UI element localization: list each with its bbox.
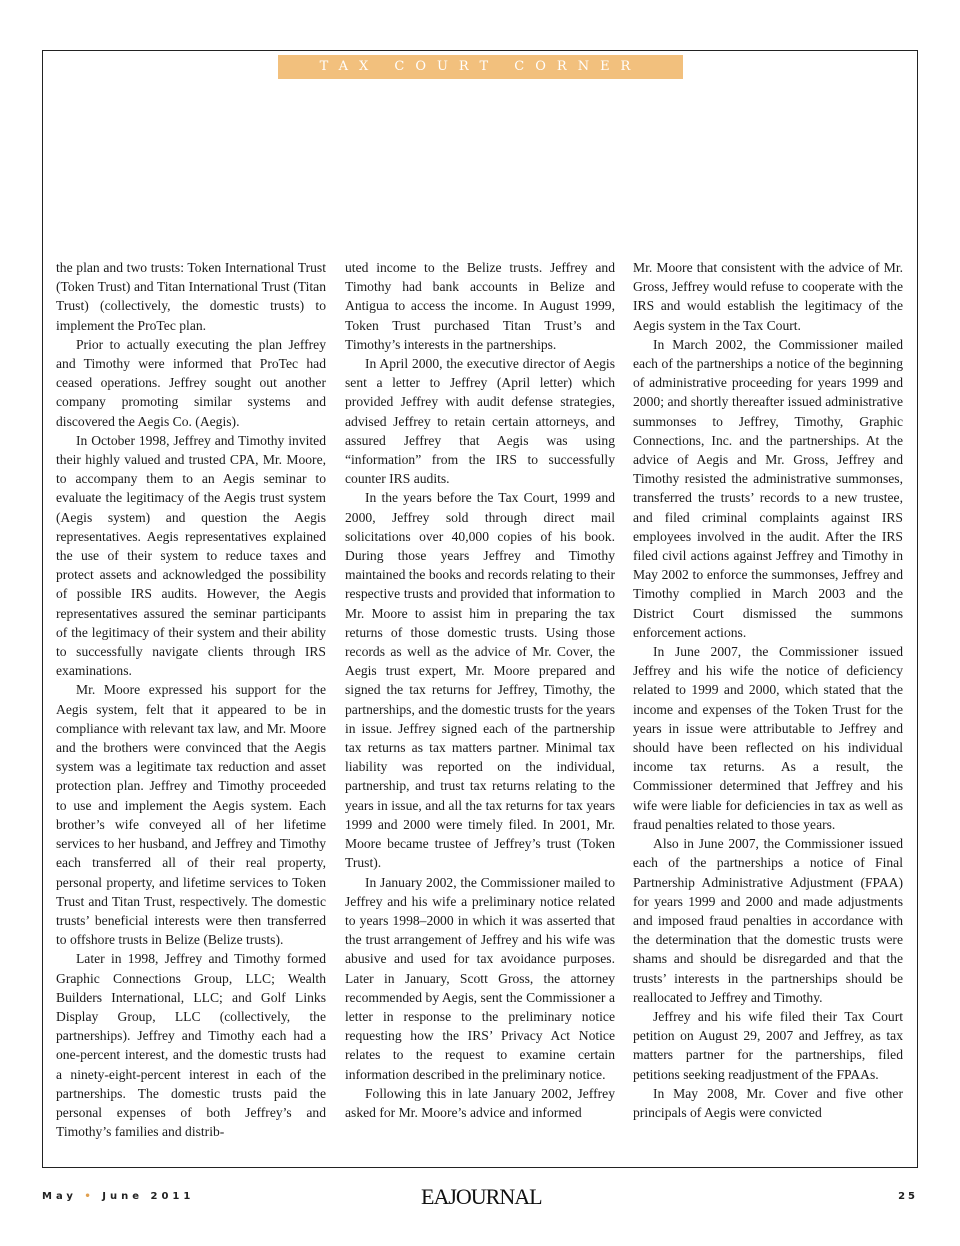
issue-month-1: May <box>42 1191 77 1202</box>
paragraph: In March 2002, the Commissioner mailed each of the partnerships a notice of the beginning of administrative proceeding for years 1999 and 2000; and shortly thereafter issued administrative summonses to Jeffrey, Timothy, Graphic Connections, Inc. and the partnerships. At the advice of Aegis and Mr. Gross, Jeffrey and Timothy resisted the administrative summonses, transferred the trusts’ records to a new trustee, and filed criminal complaints against IRS employees involved in the audit. After the IRS filed civil actions against Jeffrey and Timothy in May 2002 to enforce the summonses, Jeffrey and Timothy complied in March 2003 and the District Court dismissed the summons enforcement actions. <box>633 336 903 640</box>
paragraph: Jeffrey and his wife filed their Tax Court petition on August 29, 2007 and Jeffrey, as tax matters partner for the partnerships, filed petitions seeking readjustment of the FPAAs. <box>633 1008 903 1082</box>
paragraph: In the years before the Tax Court, 1999 and 2000, Jeffrey sold through direct mail solicitations over 40,000 copies of his book. During those years Jeffrey and Timothy maintained the books and records relating to their respective trusts and provided that information to Mr. Moore to assist him in preparing the tax returns of those domestic trusts. Using those records as well as the advice of Mr. Cover, the Aegis trust expert, Mr. Moore prepared and signed the tax returns for Jeffrey, Timothy, the partnerships, and the domestic trusts for the years in issue. Jeffrey signed each of the partnership tax returns as tax matters partner. Minimal tax liability was reported on the individual, partnership, and trust tax returns relating to the years in issue, and all the tax returns for tax years 1999 and 2000 were timely filed. In 2001, Mr. Moore became trustee of Jeffrey’s trust (Token Trust). <box>345 490 615 871</box>
paragraph: In January 2002, the Commissioner mailed to Jeffrey and his wife a preliminary notice related to years 1998–2000 in which it was asserted that the trust arrangement of Jeffrey and his wife was abusive and used for tax avoidance purposes. Later in January, Scott Gross, the attorney recommended by Aegis, sent the Commissioner a letter in response to the preliminary notice requesting how the IRS’ Privacy Act Notice relates to the request to examine certain information described in the preliminary notice. <box>345 874 615 1082</box>
paragraph: In April 2000, the executive director of Aegis sent a letter to Jeffrey (April letter) which provided Jeffrey with audit defense strategies, advised Jeffrey to retain certain attorneys, and assured Jeffrey that Aegis was using “information” from the IRS to successfully counter IRS audits. <box>345 356 615 487</box>
paragraph: In October 1998, Jeffrey and Timothy invited their highly valued and trusted CPA, Mr. Moore, to accompany them to an Aegis seminar to evaluate the legitimacy of the Aegis trust system (Aegis system) and question the Aegis representatives. Aegis representatives explained the use of their system to reduce taxes and protect assets and acknowledged the possibility of possible IRS audits. However, the Aegis representatives assured the seminar participants of the legitimacy of their system and their ability to successfully navigate clients through IRS examinations. <box>56 432 326 679</box>
paragraph: Mr. Moore expressed his support for the Aegis system, felt that it appeared to be in compliance with relevant tax law, and Mr. Moore and the brothers were convinced that the Aegis system was a legitimate tax reduction and asset protection plan. Jeffrey and Timothy proceeded to use and implement the Aegis system. Each brother’s wife conveyed all of her lifetime services to her husband, and Jeffrey and Timothy each transferred all of their real property, personal property, and lifetime services to Token Trust and Titan Trust, respectively. The domestic trusts’ beneficial interests were then transferred to offshore trusts in Belize (Belize trusts). <box>56 682 326 948</box>
section-title: TAX COURT CORNER <box>278 55 683 79</box>
paragraph: Prior to actually executing the plan Jeffrey and Timothy were informed that ProTec had ceased operations. Jeffrey sought out another company promoting similar systems and discovered the Aegis Co. (Aegis). <box>56 336 326 429</box>
paragraph: Also in June 2007, the Commissioner issued each of the partnerships a notice of Final Partnership Administrative Adjustment (FPAA) for years 1999 and 2000 and made adjustments and imposed fraud penalties in accordance with the determination that the domestic trusts were shams and should be disregarded and that the trusts’ interests in the partnerships should be reallocated to Jeffrey and Timothy. <box>633 836 903 1005</box>
page-number: 25 <box>898 1191 918 1202</box>
paragraph: In June 2007, the Commissioner issued Jeffrey and his wife the notice of deficiency related to 1999 and 2000, which stated that the income and expenses of the Token Trust for the years in issue were attributable to Jeffrey and should have been reflected on his individual income tax returns. As a result, the Commissioner determined that Jeffrey and his wife were liable for deficiencies in tax as well as fraud penalties related to those years. <box>633 644 903 832</box>
article-column-1 <box>56 258 326 1141</box>
paragraph: Later in 1998, Jeffrey and Timothy formed Graphic Connections Group, LLC; Wealth Builders International, LLC; and Golf Links Display Group, LLC (collectively, the partnerships). Jeffrey and Timothy each had a one-percent interest, and the domestic trusts had a ninety-eight-percent interest in each of the partnerships. The domestic trusts paid the personal expenses of both Jeffrey’s and Timothy’s families and distrib- <box>56 951 326 1140</box>
issue-separator: • <box>84 1191 95 1202</box>
article-column-3 <box>633 258 903 1122</box>
journal-logo: EAJOURNAL <box>421 1184 542 1209</box>
issue-month-2-year: June 2011 <box>102 1191 195 1202</box>
paragraph: In May 2008, Mr. Cover and five other principals of Aegis were convicted <box>633 1085 903 1120</box>
paragraph: uted income to the Belize trusts. Jeffrey and Timothy had bank accounts in Belize and Antigua to access the income. In August 1999, Token Trust purchased Titan Trust’s and Timothy’s interests in the partnerships. <box>345 260 615 352</box>
paragraph: Mr. Moore that consistent with the advice of Mr. Gross, Jeffrey would refuse to cooperate with the IRS and would establish the legitimacy of the Aegis system in the Tax Court. <box>633 260 903 333</box>
paragraph: Following this in late January 2002, Jeffrey asked for Mr. Moore’s advice and informed <box>345 1085 615 1120</box>
issue-date <box>42 1191 194 1202</box>
article-column-2 <box>345 258 615 1122</box>
paragraph: the plan and two trusts: Token International Trust (Token Trust) and Titan International Trust (Titan Trust) (collectively, the domestic trusts) to implement the ProTec plan. <box>56 260 326 333</box>
